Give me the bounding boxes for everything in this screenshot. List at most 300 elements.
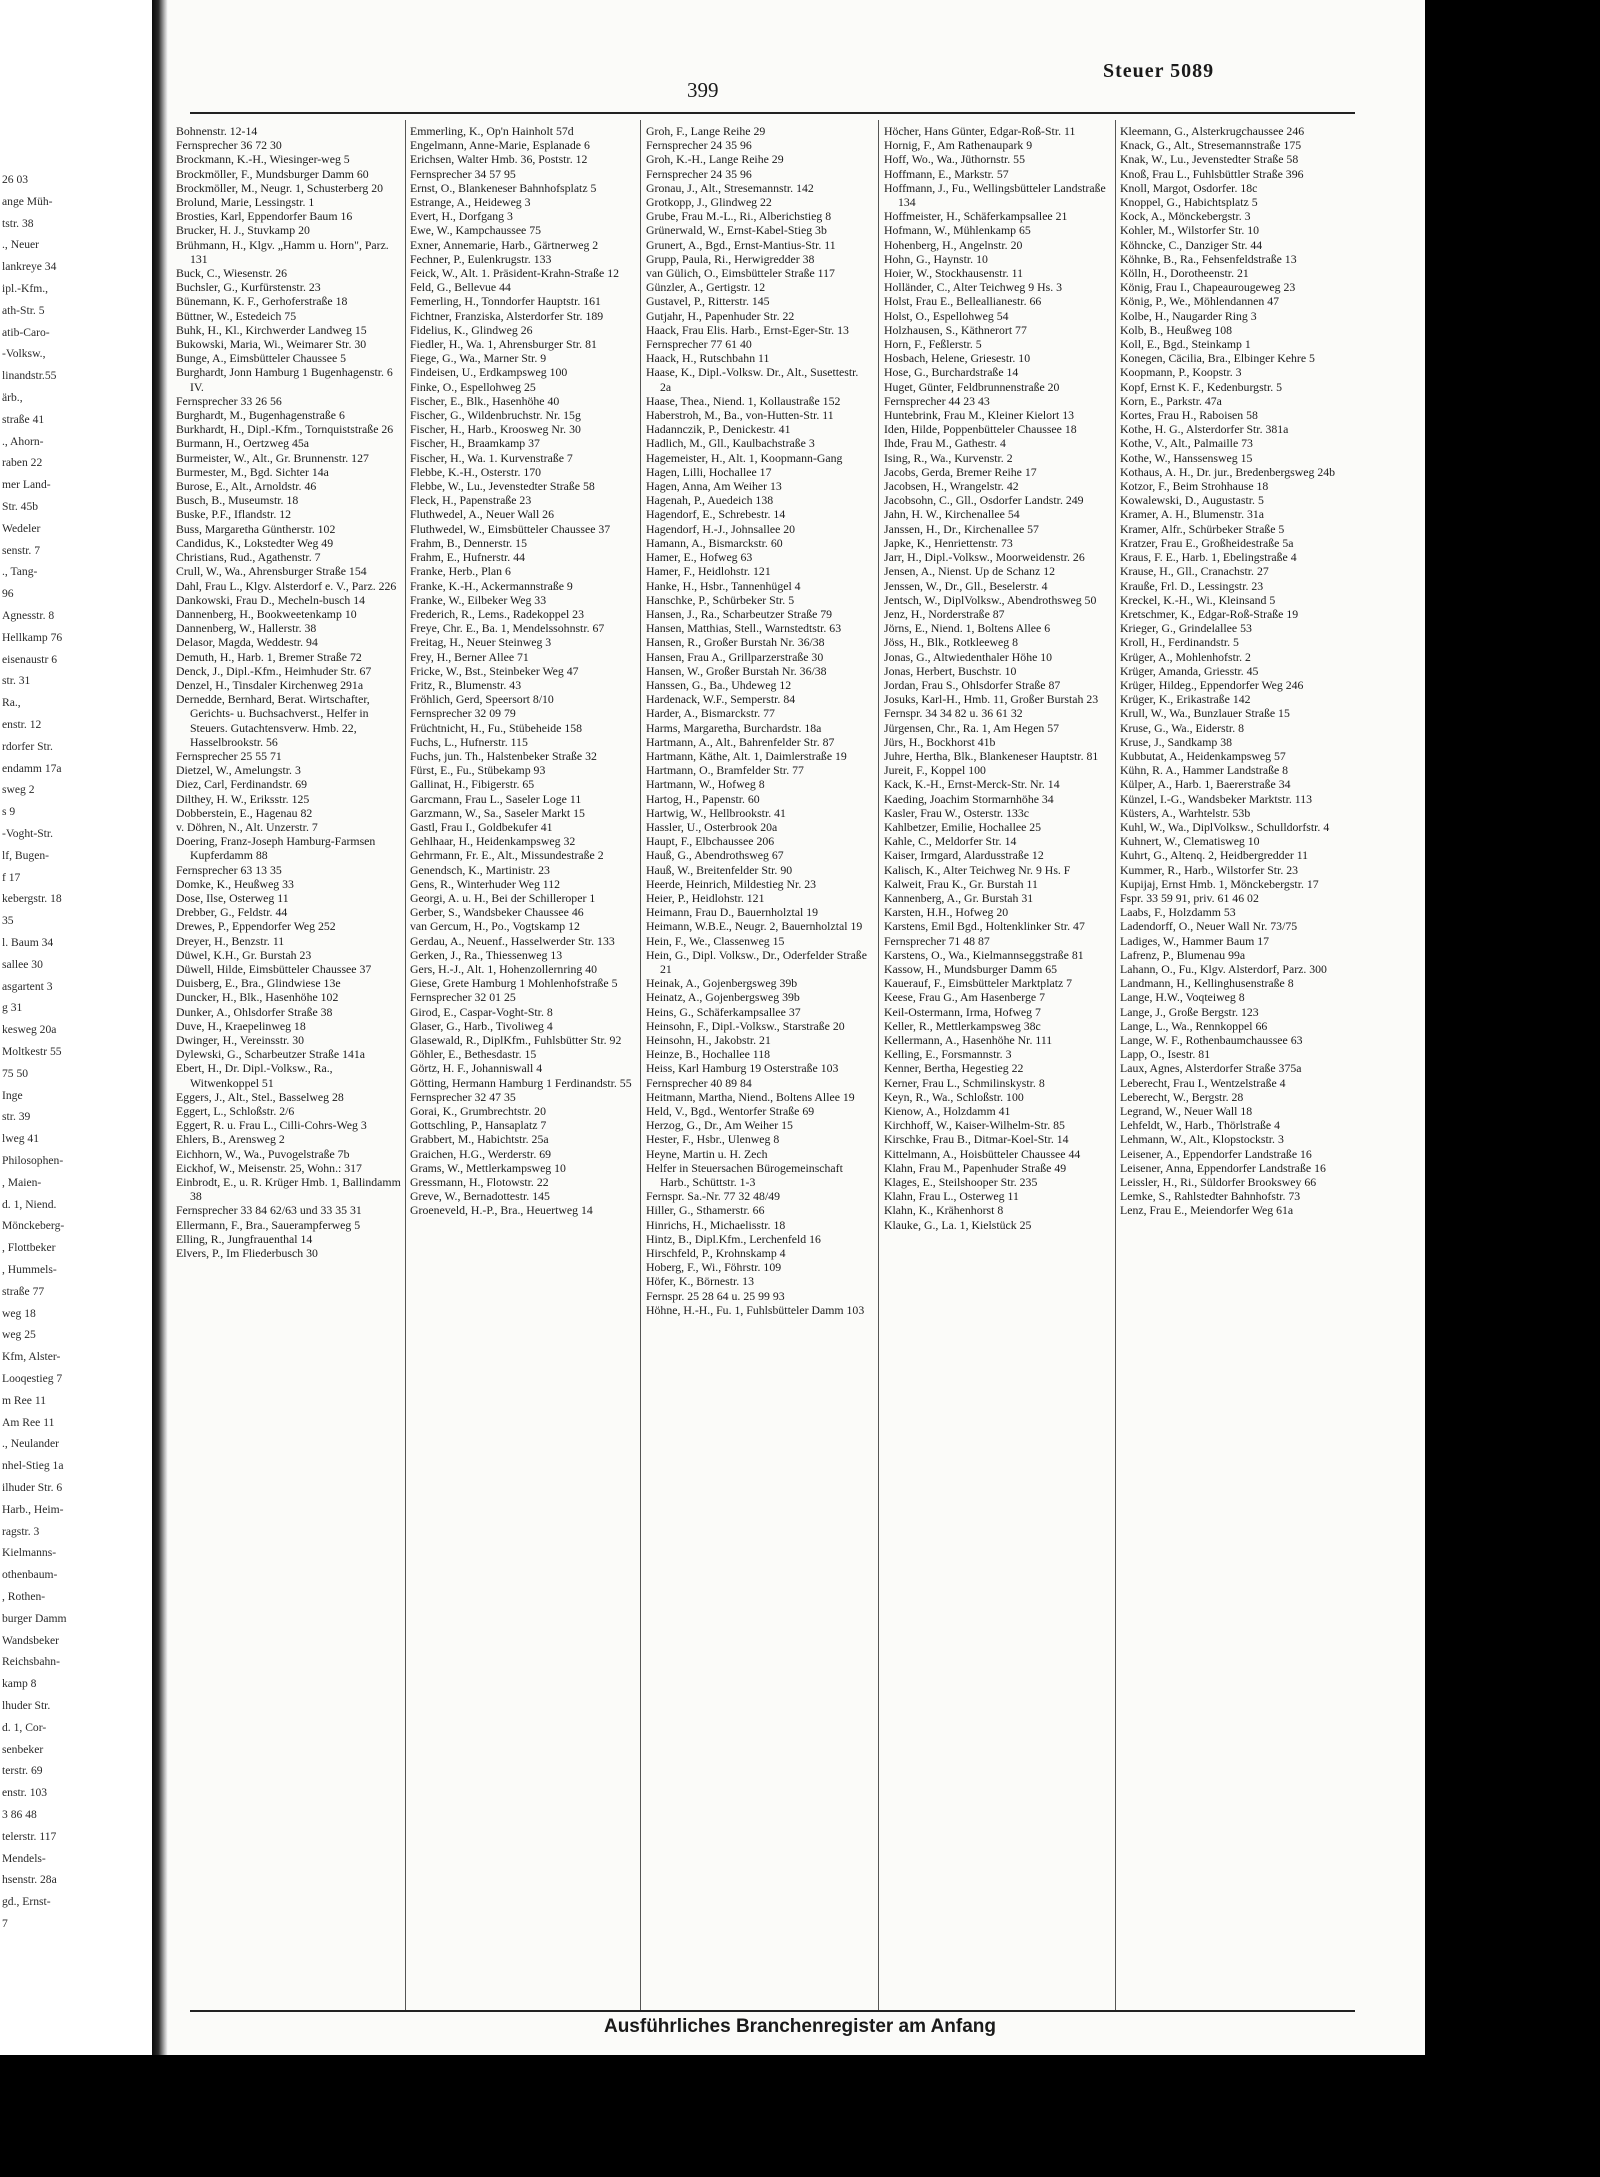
- directory-entry: Haack, H., Rutschbahn 11: [646, 351, 770, 366]
- directory-entry: Haack, Frau Elis. Harb., Ernst-Eger-Str. 13: [646, 322, 849, 337]
- directory-entry: Juhre, Hertha, Blk., Blankeneser Hauptstr. 81: [884, 748, 1099, 763]
- directory-entry: Keller, R., Mettlerkampsweg 38c: [884, 1018, 1041, 1033]
- directory-entry: Hohn, G., Haynstr. 10: [884, 251, 988, 266]
- directory-entry: Grünerwald, W., Ernst-Kabel-Stieg 3b: [646, 223, 827, 238]
- adjacent-page-line: kamp 8: [2, 1677, 37, 1691]
- directory-entry: Krüger, A., Mohlenhofstr. 2: [1120, 649, 1251, 664]
- directory-entry: Heinsohn, F., Dipl.-Volksw., Starstraße 20: [646, 1018, 845, 1033]
- directory-entry: Fernsprecher 77 61 40: [646, 337, 752, 352]
- directory-entry: Diez, Carl, Ferdinandstr. 69: [176, 777, 308, 792]
- directory-entry: Kubbutat, A., Heidenkampsweg 57: [1120, 748, 1286, 763]
- directory-entry: Jürs, H., Bockhorst 41b: [884, 734, 996, 749]
- directory-entry: Fernspr. Sa.-Nr. 77 32 48/49: [646, 1189, 781, 1204]
- directory-entry: Kothaus, A. H., Dr. jur., Bredenbergsweg 24b: [1120, 464, 1336, 479]
- directory-entry: Knoß, Frau L., Fuhlsbüttler Straße 396: [1120, 166, 1304, 181]
- directory-entry: Girod, E., Caspar-Voght-Str. 8: [410, 1004, 553, 1019]
- directory-entry: Heinatz, A., Gojenbergsweg 39b: [646, 990, 800, 1005]
- directory-entry: Frey, H., Berner Allee 71: [410, 649, 529, 664]
- directory-entry: Kleemann, G., Alsterkrugchaussee 246: [1120, 124, 1305, 138]
- directory-entry: Hagendorf, E., Schrebestr. 14: [646, 507, 786, 522]
- directory-entry: Kahle, C., Meldorfer Str. 14: [884, 834, 1017, 849]
- directory-entry: Fiedler, H., Wa. 1, Ahrensburger Str. 81: [410, 337, 597, 352]
- directory-entry: Jenssen, W., Dr., Gll., Beselerstr. 4: [884, 578, 1048, 593]
- directory-entry: Kühn, R. A., Hammer Landstraße 8: [1120, 763, 1289, 778]
- directory-entry: Jahn, H. W., Kirchenallee 54: [884, 507, 1020, 522]
- directory-entry: Heier, P., Heidlohstr. 121: [646, 890, 765, 905]
- directory-entry: Hadannczik, P., Denickestr. 41: [646, 422, 791, 437]
- directory-entry: Hintz, B., Dipl.Kfm., Lerchenfeld 16: [646, 1231, 821, 1246]
- directory-entry: Burghardt, M., Bugenhagenstraße 6: [176, 408, 345, 423]
- adjacent-page-line: Moltkestr 55: [2, 1045, 62, 1058]
- directory-entry: Hagendorf, H.-J., Johnsallee 20: [646, 521, 796, 536]
- directory-entry: Buchsler, G., Kurfürstenstr. 23: [176, 280, 321, 295]
- directory-entry: Kuhnert, W., Clematisweg 10: [1120, 834, 1260, 849]
- directory-entry: Femerling, H., Tonndorfer Hauptstr. 161: [410, 294, 601, 309]
- directory-entry: Kerner, Frau L., Schmilinskystr. 8: [884, 1075, 1045, 1090]
- directory-entry: Ising, R., Wa., Kurvenstr. 2: [884, 450, 1013, 465]
- directory-entry: Burmester, M., Bgd. Sichter 14a: [176, 464, 329, 479]
- directory-entry: Fluthwedel, A., Neuer Wall 26: [410, 507, 554, 522]
- directory-entry: Bukowski, Maria, Wi., Weimarer Str. 30: [176, 337, 367, 352]
- directory-entry: Laabs, F., Holzdamm 53: [1120, 905, 1236, 920]
- adjacent-page-line: d. 1, Niend.: [2, 1197, 57, 1211]
- adjacent-page-line: Kielmanns-: [2, 1546, 57, 1560]
- adjacent-page-line: 3 86 48: [2, 1808, 37, 1821]
- directory-entry: Lahann, O., Fu., Klgv. Alsterdorf, Parz. 300: [1120, 961, 1327, 976]
- directory-entry: Dreyer, H., Benzstr. 11: [176, 933, 285, 948]
- adjacent-page-strip: [0, 0, 152, 2060]
- directory-entry: Dose, Ilse, Osterweg 11: [176, 890, 289, 905]
- directory-entry: Kroll, H., Ferdinandstr. 5: [1120, 635, 1239, 650]
- directory-entry: Fritz, R., Blumenstr. 43: [410, 677, 522, 692]
- directory-entry: Einbrodt, E., u. R. Krüger Hmb. 1, Ballindamm 38: [176, 1175, 401, 1204]
- directory-entry: Hartmann, A., Alt., Bahrenfelder Str. 87: [646, 734, 835, 749]
- adjacent-page-line: ipl.-Kfm.,: [2, 282, 49, 295]
- directory-entry: Hamer, F., Heidlohstr. 121: [646, 564, 771, 579]
- adjacent-page-line: f 17: [2, 870, 21, 884]
- adjacent-page-line: 75 50: [2, 1066, 29, 1080]
- directory-entry: Kummer, R., Harb., Wilstorfer Str. 23: [1120, 862, 1299, 877]
- directory-entry: Karstens, O., Wa., Kielmannseggstraße 81: [884, 947, 1084, 962]
- adjacent-page-line: tstr. 38: [2, 216, 34, 230]
- directory-entry: Helfer in Steuersachen Bürogemeinschaft Harb., Schüttstr. 1-3: [646, 1160, 843, 1190]
- adjacent-page-line: Reichsbahn-: [2, 1655, 60, 1669]
- adjacent-page-line: telerstr. 117: [2, 1829, 57, 1843]
- directory-entry: Jensen, A., Nienst. Up de Schanz 12: [884, 564, 1056, 579]
- directory-entry: Haupt, F., Elbchaussee 206: [646, 834, 775, 849]
- directory-entry: Hassler, U., Osterbrook 20a: [646, 819, 778, 834]
- directory-entry: Kothe, V., Alt., Palmaille 73: [1120, 436, 1253, 451]
- directory-entry: Haase, Thea., Niend. 1, Kollaustraße 152: [646, 393, 841, 408]
- adjacent-page-line: kesweg 20a: [2, 1023, 57, 1037]
- directory-entry: Fricke, W., Bst., Steinbeker Weg 47: [410, 663, 579, 678]
- adjacent-page-line: eisenaustr 6: [2, 652, 58, 666]
- directory-entry: Denck, J., Dipl.-Kfm., Heimhuder Str. 67: [176, 663, 372, 678]
- directory-entry: Lafrenz, P., Blumenau 99a: [1120, 947, 1246, 962]
- directory-entry: Engelmann, Anne-Marie, Esplanade 6: [410, 138, 590, 153]
- directory-entry: Greve, W., Bernadottestr. 145: [410, 1189, 550, 1204]
- directory-entry: Köhnke, B., Ra., Fehsenfeldstraße 13: [1120, 251, 1297, 266]
- directory-column-4: [884, 124, 1109, 1232]
- directory-entry: Dwinger, H., Vereinsstr. 30: [176, 1033, 305, 1047]
- directory-entry: Fernsprecher 32 47 35: [410, 1089, 516, 1104]
- directory-entry: Hartmann, Käthe, Alt. 1, Daimlerstraße 19: [646, 748, 847, 763]
- adjacent-page-line: Wandsbeker: [2, 1633, 60, 1647]
- directory-entry: Haase, K., Dipl.-Volksw. Dr., Alt., Susettestr. 2a: [646, 365, 859, 394]
- directory-entry: Kenner, Bertha, Hegestieg 22: [884, 1061, 1024, 1076]
- directory-entry: Höfer, K., Börnestr. 13: [646, 1274, 754, 1289]
- directory-entry: Kalweit, Frau K., Gr. Burstah 11: [884, 876, 1038, 891]
- directory-entry: Laux, Agnes, Alsterdorfer Straße 375a: [1120, 1061, 1302, 1076]
- directory-entry: Hamann, A., Bismarckstr. 60: [646, 535, 783, 550]
- directory-entry: Fuchs, jun. Th., Halstenbeker Straße 32: [410, 748, 597, 763]
- directory-entry: Iden, Hilde, Poppenbütteler Chaussee 18: [884, 422, 1077, 437]
- directory-entry: Keil-Ostermann, Irma, Hofweg 7: [884, 1004, 1041, 1019]
- adjacent-page-line: Kfm, Alster-: [2, 1350, 61, 1364]
- column-divider: [405, 120, 406, 2010]
- adjacent-page-line: -Voght-Str.: [2, 827, 53, 840]
- directory-entry: Emmerling, K., Op'n Hainholt 57d: [410, 124, 574, 138]
- directory-entry: Hamer, E., Hofweg 63: [646, 550, 753, 565]
- adjacent-page-line: 26 03: [2, 173, 29, 186]
- directory-entry: Düwel, K.H., Gr. Burstah 23: [176, 947, 312, 962]
- adjacent-page-line: m Ree 11: [2, 1393, 47, 1407]
- directory-entry: Drebber, G., Feldstr. 44: [176, 905, 288, 920]
- directory-entry: Klahn, K., Krähenhorst 8: [884, 1203, 1004, 1218]
- adjacent-page-line: Mönckeberg-: [2, 1219, 65, 1233]
- directory-entry: Kelling, E., Forsmannstr. 3: [884, 1047, 1012, 1062]
- directory-entry: Jacobs, Gerda, Bremer Reihe 17: [884, 464, 1037, 479]
- directory-entry: Dankowski, Frau D., Mecheln-busch 14: [176, 592, 366, 607]
- directory-entry: Lehfeldt, W., Harb., Thörlstraße 4: [1120, 1118, 1280, 1133]
- directory-entry: Eichhorn, W., Wa., Puvogelstraße 7b: [176, 1146, 350, 1161]
- directory-entry: Horn, F., Feßlerstr. 5: [884, 337, 982, 352]
- directory-entry: Knak, W., Lu., Jevenstedter Straße 58: [1120, 152, 1299, 167]
- directory-entry: Brockmann, K.-H., Wiesinger-weg 5: [176, 152, 350, 167]
- directory-entry: Fernsprecher 24 35 96: [646, 138, 752, 153]
- directory-entry: Hornig, F., Am Rathenaupark 9: [884, 138, 1033, 153]
- directory-entry: Hanssen, G., Ba., Uhdeweg 12: [646, 677, 792, 692]
- directory-entry: Buck, C., Wiesenstr. 26: [176, 266, 288, 281]
- directory-entry: Bohnenstr. 12-14: [176, 124, 258, 138]
- directory-entry: Fernsprecher 36 72 30: [176, 138, 282, 153]
- adjacent-page-line: Inge: [2, 1088, 23, 1102]
- directory-entry: Harms, Margaretha, Burchardstr. 18a: [646, 720, 822, 735]
- directory-entry: Lange, W. F., Rothenbaumchaussee 63: [1120, 1033, 1303, 1047]
- directory-entry: Dahl, Frau L., Klgv. Alsterdorf e. V., Parz. 226: [176, 578, 397, 593]
- directory-entry: Ihde, Frau M., Gathestr. 4: [884, 436, 1006, 451]
- adjacent-page-line: mer Land-: [2, 478, 51, 492]
- directory-entry: Krause, H., Gll., Cranachstr. 27: [1120, 564, 1269, 579]
- directory-entry: Busch, B., Museumstr. 18: [176, 493, 299, 508]
- directory-entry: Klauke, G., La. 1, Kielstück 25: [884, 1217, 1032, 1232]
- adjacent-page-line: d. 1, Cor-: [2, 1720, 47, 1734]
- directory-entry: Fürst, E., Fu., Stübekamp 93: [410, 763, 546, 778]
- adjacent-page-line: str. 39: [2, 1110, 31, 1124]
- adjacent-page-line: ath-Str. 5: [2, 303, 45, 317]
- directory-entry: Kalisch, K., Alter Teichweg Nr. 9 Hs. F: [884, 862, 1071, 877]
- directory-entry: Leisener, Anna, Eppendorfer Landstraße 16: [1120, 1160, 1326, 1175]
- adjacent-page-line: ilhuder Str. 6: [2, 1481, 63, 1494]
- directory-entry: Fiege, G., Wa., Marner Str. 9: [410, 351, 547, 366]
- directory-entry: Konegen, Cäcilia, Bra., Elbinger Kehre 5: [1120, 351, 1315, 366]
- directory-entry: Fernsprecher 33 26 56: [176, 393, 282, 408]
- directory-entry: Huget, Günter, Feldbrunnenstraße 20: [884, 379, 1060, 394]
- directory-entry: Heins, G., Schäferkampsallee 37: [646, 1004, 801, 1019]
- adjacent-page-line: ange Müh-: [2, 194, 53, 208]
- directory-entry: Hoffmann, E., Markstr. 57: [884, 166, 1009, 181]
- adjacent-page-line: raben 22: [2, 456, 43, 470]
- directory-entry: Leberecht, Frau I., Wentzelstraße 4: [1120, 1075, 1286, 1090]
- directory-entry: Leissler, H., Ri., Süldorfer Brookswey 66: [1120, 1175, 1317, 1190]
- directory-entry: Hartmann, O., Bramfelder Str. 77: [646, 763, 804, 778]
- directory-entry: Leberecht, W., Bergstr. 28: [1120, 1089, 1244, 1104]
- adjacent-page-line: enstr. 12: [2, 718, 42, 731]
- directory-entry: Denzel, H., Tinsdaler Kirchenweg 291a: [176, 677, 364, 692]
- binding-shadow: [152, 0, 168, 2060]
- adjacent-page-line: kebergstr. 18: [2, 892, 62, 906]
- page-number: 399: [687, 78, 719, 102]
- directory-entry: Kowalewski, D., Augustastr. 5: [1120, 493, 1264, 508]
- directory-entry: Ebert, H., Dr. Dipl.-Volksw., Ra., Witwenkoppel 51: [176, 1061, 333, 1090]
- directory-entry: Dunker, A., Ohlsdorfer Straße 38: [176, 1004, 333, 1019]
- directory-entry: Kuhrt, G., Altenq. 2, Heidbergredder 11: [1120, 848, 1309, 863]
- directory-entry: Kauerauf, F., Eimsbütteler Marktplatz 7: [884, 976, 1073, 991]
- directory-entry: Hoff, Wo., Wa., Jüthornstr. 55: [884, 152, 1025, 167]
- directory-entry: Gehrmann, Fr. E., Alt., Missundestraße 2: [410, 848, 604, 863]
- directory-entry: Feick, W., Alt. 1. Präsident-Krahn-Straße 12: [410, 266, 620, 281]
- directory-entry: Kaeding, Joachim Stormarnhöhe 34: [884, 791, 1054, 806]
- directory-entry: Büttner, W., Estedeich 75: [176, 308, 297, 323]
- directory-entry: Kramer, A. H., Blumenstr. 31a: [1120, 507, 1265, 522]
- adjacent-page-line: Str. 45b: [2, 500, 39, 513]
- directory-entry: Huntebrink, Frau M., Kleiner Kielort 13: [884, 408, 1075, 423]
- directory-entry: Heimann, Frau D., Bauernholztal 19: [646, 905, 818, 920]
- directory-entry: Finke, O., Espellohweg 25: [410, 379, 536, 394]
- adjacent-page-line: ragstr. 3: [2, 1524, 40, 1538]
- directory-entry: Höcher, Hans Günter, Edgar-Roß-Str. 11: [884, 124, 1076, 138]
- directory-entry: Fechner, P., Eulenkrugstr. 133: [410, 251, 552, 266]
- directory-entry: Gerber, S., Wandsbeker Chaussee 46: [410, 905, 584, 920]
- directory-entry: Garcmann, Frau L., Saseler Loge 11: [410, 791, 582, 806]
- directory-entry: Jacobsohn, C., Gll., Osdorfer Landstr. 249: [884, 493, 1084, 508]
- directory-entry: Hein, F., We., Classenweg 15: [646, 933, 785, 948]
- directory-entry: Jöss, H., Blk., Rotkleeweg 8: [884, 635, 1019, 650]
- directory-entry: Ehlers, B., Arensweg 2: [176, 1132, 285, 1147]
- directory-entry: Fernsprecher 34 57 95: [410, 166, 516, 181]
- directory-entry: Flebbe, W., Lu., Jevenstedter Straße 58: [410, 479, 595, 494]
- directory-entry: Fischer, H., Harb., Kroosweg Nr. 30: [410, 422, 581, 437]
- directory-entry: Krauße, Frl. D., Lessingstr. 23: [1120, 578, 1264, 593]
- directory-entry: Hofmann, W., Mühlenkamp 65: [884, 223, 1031, 238]
- directory-entry: Evert, H., Dorfgang 3: [410, 209, 513, 224]
- directory-entry: Gehlhaar, H., Heidenkampsweg 32: [410, 834, 576, 849]
- adjacent-page-line: 7: [2, 1917, 8, 1930]
- directory-entry: Bünemann, K. F., Gerhoferstraße 18: [176, 294, 348, 309]
- adjacent-page-line: othenbaum-: [2, 1568, 58, 1582]
- directory-entry: Frederich, R., Lems., Radekoppel 23: [410, 606, 584, 621]
- directory-entry: Landmann, H., Kellinghusenstraße 8: [1120, 976, 1294, 991]
- directory-entry: Hoffmeister, H., Schäferkampsallee 21: [884, 209, 1068, 224]
- directory-entry: Klages, E., Steilshooper Str. 235: [884, 1175, 1038, 1190]
- directory-entry: Burkhardt, H., Dipl.-Kfm., Tornquiststraße 26: [176, 422, 394, 437]
- directory-entry: Gressmann, H., Flotowstr. 22: [410, 1175, 549, 1190]
- directory-entry: Ellermann, F., Bra., Sauerampferweg 5: [176, 1217, 361, 1232]
- directory-entry: Genendsch, K., Martinistr. 23: [410, 862, 550, 877]
- directory-entry: Heimann, W.B.E., Neugr. 2, Bauernholztal 19: [646, 919, 863, 934]
- directory-entry: Lange, L., Wa., Rennkoppel 66: [1120, 1018, 1268, 1033]
- directory-entry: Heinsohn, H., Jakobstr. 21: [646, 1033, 771, 1047]
- directory-entry: Kothe, W., Hanssensweg 15: [1120, 450, 1253, 465]
- directory-entry: v. Döhren, N., Alt. Unzerstr. 7: [176, 819, 318, 834]
- directory-entry: Fischer, H., Wa. 1. Kurvenstraße 7: [410, 450, 573, 465]
- directory-entry: Glasewald, R., DiplKfm., Fuhlsbütter Str. 92: [410, 1033, 622, 1047]
- directory-entry: Fischer, G., Wildenbruchstr. Nr. 15g: [410, 408, 581, 423]
- directory-entry: Crull, W., Wa., Ahrensburger Straße 154: [176, 564, 367, 579]
- adjacent-page-line: Philosophen-: [2, 1154, 64, 1167]
- directory-entry: Kohler, M., Wilstorfer Str. 10: [1120, 223, 1260, 238]
- directory-entry: Kasler, Frau W., Osterstr. 133c: [884, 805, 1030, 820]
- directory-entry: Hauß, G., Abendrothsweg 67: [646, 848, 784, 863]
- directory-entry: Ernst, O., Blankeneser Bahnhofsplatz 5: [410, 180, 597, 195]
- adjacent-page-line: g 31: [2, 1001, 23, 1015]
- adjacent-page-line: enstr. 103: [2, 1786, 48, 1800]
- directory-entry: Kellermann, A., Hasenhöhe Nr. 111: [884, 1033, 1053, 1047]
- directory-entry: Kramer, Alfr., Schürbeker Straße 5: [1120, 521, 1285, 536]
- footer-note: Ausführliches Branchenregister am Anfang: [603, 2016, 997, 2037]
- directory-entry: Gustavel, P., Ritterstr. 145: [646, 294, 770, 309]
- directory-entry: Glaser, G., Harb., Tivoliweg 4: [410, 1018, 553, 1033]
- directory-entry: Fischer, E., Blk., Hasenhöhe 40: [410, 393, 560, 408]
- adjacent-page-line: nhel-Stieg 1a: [2, 1459, 64, 1473]
- directory-entry: Kittelmann, A., Hoisbütteler Chaussee 44: [884, 1146, 1081, 1161]
- adjacent-page-line: ., Ahorn-: [2, 434, 44, 448]
- directory-entry: Ewe, W., Kampchaussee 75: [410, 223, 542, 238]
- directory-entry: Früchtnicht, H., Fu., Stübeheide 158: [410, 720, 583, 735]
- adjacent-page-line: lweg 41: [2, 1132, 40, 1146]
- directory-entry: Demuth, H., Harb. 1, Bremer Straße 72: [176, 649, 362, 664]
- adjacent-page-line: weg 18: [2, 1306, 36, 1320]
- directory-entry: Künzel, I.-G., Wandsbeker Marktstr. 113: [1120, 791, 1313, 806]
- adjacent-page-line: Wedeler: [2, 521, 41, 535]
- directory-entry: Estrange, A., Heideweg 3: [410, 195, 531, 210]
- directory-entry: Bunge, A., Eimsbütteler Chaussee 5: [176, 351, 347, 366]
- directory-entry: Hagemeister, H., Alt. 1, Koopmann-Gang: [646, 450, 843, 465]
- directory-entry: Keese, Frau G., Am Hasenberge 7: [884, 990, 1045, 1005]
- directory-entry: Hirschfeld, P., Krohnskamp 4: [646, 1246, 786, 1261]
- directory-entry: Gens, R., Winterhuder Weg 112: [410, 876, 561, 891]
- directory-entry: Legrand, W., Neuer Wall 18: [1120, 1104, 1253, 1119]
- directory-entry: Burmeister, W., Alt., Gr. Brunnenstr. 127: [176, 450, 369, 465]
- adjacent-page-line: lhuder Str.: [2, 1699, 51, 1712]
- column-divider: [640, 120, 641, 2010]
- adjacent-page-line: Mendels-: [2, 1851, 46, 1865]
- directory-entry: Kaiser, Irmgard, Alardusstraße 12: [884, 848, 1044, 863]
- directory-entry: Kahlbetzer, Emilie, Hochallee 25: [884, 819, 1042, 834]
- directory-entry: Franke, Herb., Plan 6: [410, 564, 511, 579]
- directory-entry: Buske, P.F., Iflandstr. 12: [176, 507, 292, 522]
- directory-entry: Brosties, Karl, Eppendorfer Baum 16: [176, 209, 353, 224]
- directory-entry: Gronau, J., Alt., Stresemannstr. 142: [646, 180, 814, 195]
- directory-entry: Gastl, Frau I., Goldbekufer 41: [410, 819, 553, 834]
- directory-entry: Holländer, C., Alter Teichweg 9 Hs. 3: [884, 280, 1063, 295]
- directory-entry: Duncker, H., Blk., Hasenhöhe 102: [176, 990, 339, 1005]
- directory-entry: Buss, Margaretha Güntherstr. 102: [176, 521, 336, 536]
- directory-entry: Grupp, Paula, Ri., Herwigredder 38: [646, 251, 815, 266]
- adjacent-page-line: senstr. 7: [2, 543, 41, 557]
- column-divider: [878, 120, 879, 2010]
- directory-entry: Grube, Frau M.-L., Ri., Alberichstieg 8: [646, 209, 832, 224]
- adjacent-page-line: sallee 30: [2, 957, 43, 971]
- directory-entry: Gorai, K., Grumbrechtstr. 20: [410, 1104, 546, 1119]
- directory-entry: Kienow, A., Holzdamm 41: [884, 1104, 1011, 1119]
- directory-entry: Kortes, Frau H., Raboisen 58: [1120, 408, 1258, 423]
- directory-entry: Lapp, O., Isestr. 81: [1120, 1047, 1211, 1062]
- adjacent-page-line: endamm 17a: [2, 761, 62, 775]
- adjacent-page-line: straße 41: [2, 412, 45, 426]
- directory-entry: Lehmann, W., Alt., Klopstockstr. 3: [1120, 1132, 1284, 1147]
- directory-entry: Josuks, Karl-H., Hmb. 11, Großer Burstah 23: [884, 692, 1099, 707]
- directory-entry: Hansen, R., Großer Burstah Nr. 36/38: [646, 635, 825, 650]
- directory-entry: Giese, Grete Hamburg 1 Mohlenhofstraße 5: [410, 976, 618, 991]
- directory-entry: Hardenack, W.F., Semperstr. 84: [646, 692, 796, 707]
- directory-entry: Exner, Annemarie, Harb., Gärtnerweg 2: [410, 237, 599, 252]
- directory-entry: Hiller, G., Sthamerstr. 66: [646, 1203, 765, 1218]
- directory-entry: Kirschke, Frau B., Ditmar-Koel-Str. 14: [884, 1132, 1069, 1147]
- directory-entry: Hinrichs, H., Michaelisstr. 18: [646, 1217, 786, 1232]
- directory-entry: Candidus, K., Lokstedter Weg 49: [176, 535, 334, 550]
- directory-entry: Hoberg, F., Wi., Föhrstr. 109: [646, 1260, 782, 1275]
- directory-entry: Jordan, Frau S., Ohlsdorfer Straße 87: [884, 677, 1061, 692]
- directory-entry: Fernsprecher 32 01 25: [410, 990, 516, 1005]
- directory-entry: Freye, Chr. E., Ba. 1, Mendelssohnstr. 67: [410, 621, 605, 636]
- directory-entry: Fernspr. 34 34 82 u. 36 61 32: [884, 706, 1023, 721]
- directory-entry: Heitmann, Martha, Niend., Boltens Allee 19: [646, 1089, 855, 1104]
- directory-column-3: [646, 124, 871, 1317]
- directory-entry: Hansen, J., Ra., Scharbeutzer Straße 79: [646, 606, 833, 621]
- directory-entry: Krüger, Hildeg., Eppendorfer Weg 246: [1120, 677, 1304, 692]
- directory-entry: Knack, G., Alt., Stresemannstraße 175: [1120, 138, 1302, 153]
- directory-entry: Kretschmer, K., Edgar-Roß-Straße 19: [1120, 606, 1299, 621]
- directory-entry: Köhncke, C., Danziger Str. 44: [1120, 237, 1263, 252]
- directory-entry: Holst, Frau E., Belleallianestr. 66: [884, 294, 1042, 309]
- directory-entry: Günzler, A., Gertigstr. 12: [646, 280, 766, 295]
- directory-entry: Groeneveld, H.-P., Bra., Heuertweg 14: [410, 1203, 593, 1218]
- directory-entry: Hansen, W., Großer Burstah Nr. 36/38: [646, 663, 827, 678]
- directory-entry: Eggert, R. u. Frau L., Cilli-Cohrs-Weg 3: [176, 1118, 367, 1133]
- directory-entry: Jenz, H., Norderstraße 87: [884, 606, 1005, 621]
- directory-entry: Grabbert, M., Habichtstr. 25a: [410, 1132, 549, 1147]
- directory-entry: Gerdau, A., Neuenf., Hasselwerder Str. 133: [410, 933, 615, 948]
- directory-entry: Fspr. 33 59 91, priv. 61 46 02: [1120, 890, 1259, 905]
- directory-entry: Domke, K., Heußweg 33: [176, 876, 294, 891]
- directory-entry: Franke, W., Eilbeker Weg 33: [410, 592, 547, 607]
- adjacent-page-line: weg 25: [2, 1328, 36, 1342]
- directory-entry: Düwell, Hilde, Eimsbütteler Chaussee 37: [176, 961, 372, 976]
- directory-entry: Dernedde, Bernhard, Berat. Wirtschafter, Gerichts- u. Buchsachverst., Helfer in Steuers. Gutachtensverw. Hmb. 22, Hasselbrookstr. 56: [176, 692, 370, 749]
- directory-entry: Kack, K.-H., Ernst-Merck-Str. Nr. 14: [884, 777, 1060, 792]
- directory-entry: Keyn, R., Wa., Schloßstr. 100: [884, 1089, 1024, 1104]
- adjacent-page-line: rdorfer Str.: [2, 739, 53, 753]
- directory-entry: Eggert, L., Schloßstr. 2/6: [176, 1104, 295, 1119]
- directory-entry: Grotkopp, J., Glindweg 22: [646, 195, 772, 210]
- directory-entry: Dilthey, H. W., Eriksstr. 125: [176, 791, 310, 806]
- directory-column-2: [410, 124, 635, 1218]
- directory-entry: Fernsprecher 32 09 79: [410, 706, 516, 721]
- directory-entry: Külper, A., Harb. 1, Baererstraße 34: [1120, 777, 1291, 792]
- directory-entry: Gottschling, P., Hansaplatz 7: [410, 1118, 547, 1133]
- directory-entry: Flebbe, K.-H., Osterstr. 170: [410, 464, 542, 479]
